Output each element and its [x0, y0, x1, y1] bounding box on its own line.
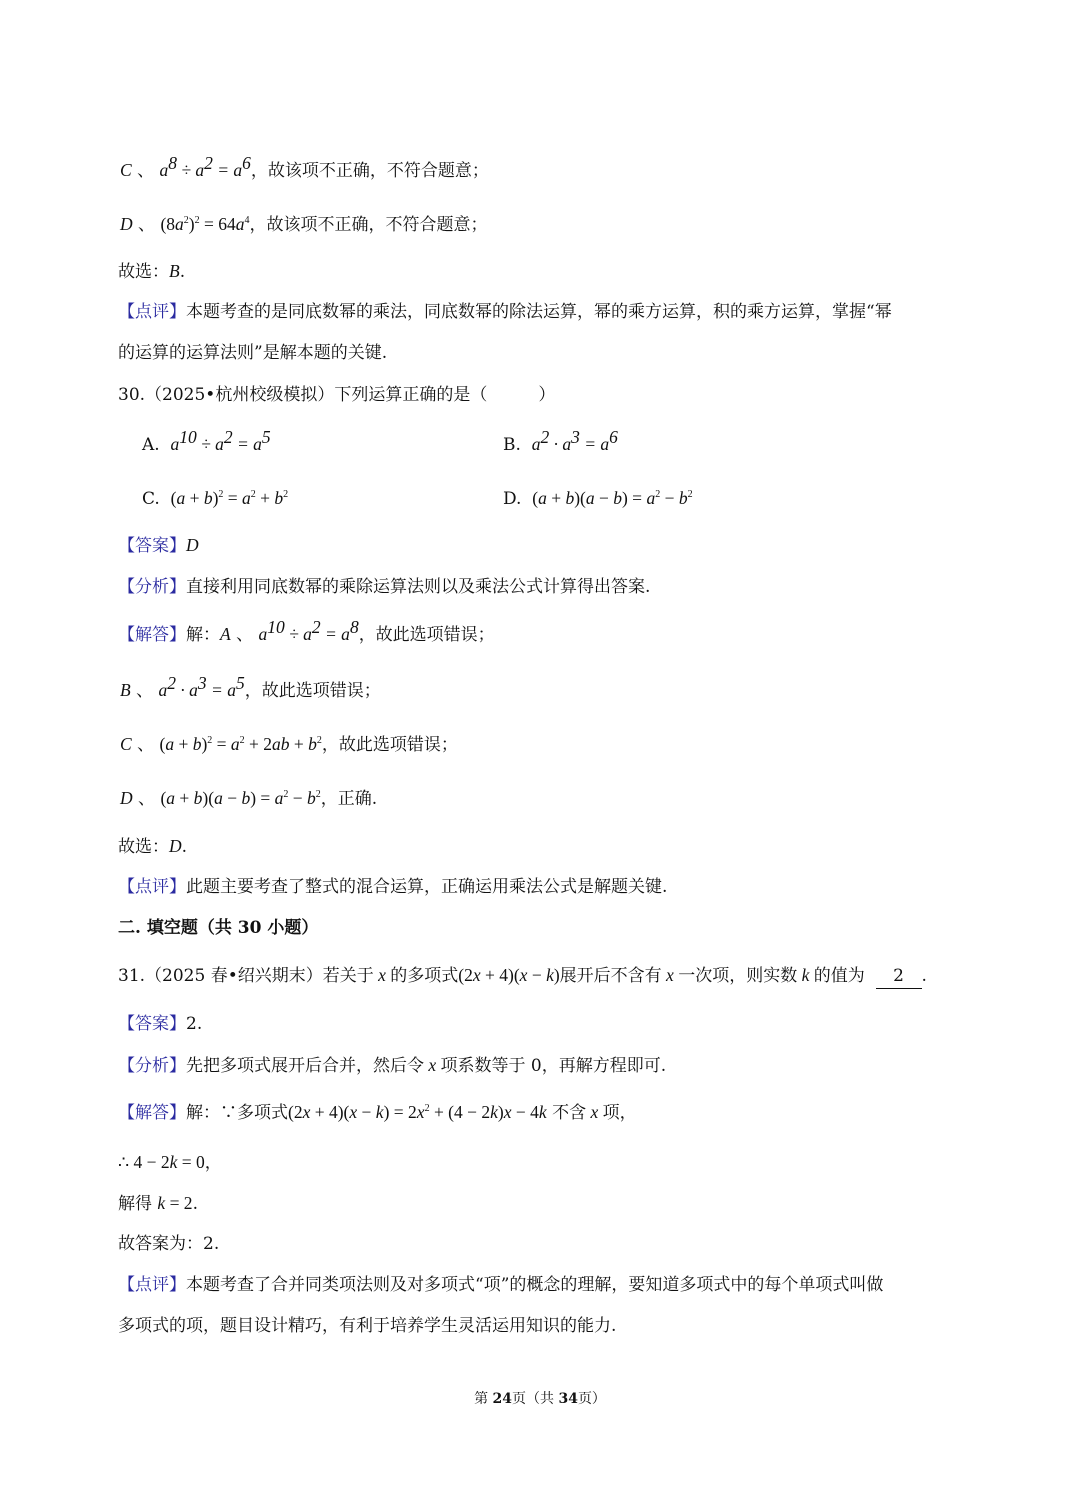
formula: $(8a^2)^2 = 64a^4$ — [160, 214, 250, 234]
q30-option-c: C. $(a + b)^2 = a^2 + b^2$ — [142, 488, 289, 509]
formula: $a^{10} \div a^2 = a^8$ — [258, 617, 359, 644]
formula: $a^8 \div a^2 = a^6$ — [159, 153, 251, 180]
s29-comment-2: 的运算的运算法则”是解本题的关键. — [118, 343, 388, 363]
section-title: 二. 填空题（共 30 小题） — [118, 918, 319, 938]
formula: $a^2 \cdot a^3 = a^6$ — [531, 427, 618, 454]
q30-solution-a: 【解答】解：A 、 $a^{10} \div a^2 = a^8$，故此选项错误； — [118, 617, 495, 645]
q31-comment-1: 【点评】本题考查了合并同类项法则及对多项式“项”的概念的理解，要知道多项式中的每个单项式叫做 — [118, 1275, 884, 1295]
q30-option-a: A. $a^{10} \div a^2 = a^5$ — [142, 427, 271, 455]
formula: $(2x + 4)(x - k) = 2x^2 + (4 - 2k)x - 4k$ — [288, 1102, 547, 1122]
page-footer: 第 24页（共 34页） — [474, 1391, 606, 1407]
formula: k = 2 — [157, 1193, 193, 1213]
formula: $a^{10} \div a^2 = a^5$ — [170, 427, 271, 454]
formula: $(a + b)^2 = a^2 + b^2$ — [170, 488, 289, 508]
q31-step-1: ∴ 4 − 2k = 0， — [118, 1152, 222, 1173]
q30-solution-c: C 、 $(a + b)^2 = a^2 + 2ab + b^2$，故此选项错误； — [120, 734, 458, 755]
answer-blank: 2 — [876, 964, 922, 989]
q30-option-b: B. $a^2 \cdot a^3 = a^6$ — [503, 427, 618, 455]
formula: (2x + 4)(x − k) — [458, 965, 560, 985]
q31-answer: 【答案】2. — [118, 1014, 203, 1034]
q30-answer: 【答案】D — [118, 535, 199, 556]
formula: $(a + b)(a - b) = a^2 - b^2$ — [160, 788, 321, 808]
comment-tag: 【点评】 — [118, 302, 186, 322]
q31-comment-2: 多项式的项，题目设计精巧，有利于培养学生灵活运用知识的能力. — [118, 1316, 617, 1336]
q31-step-2: 解得 k = 2. — [118, 1193, 198, 1214]
q30-choose: 故选：D. — [118, 836, 188, 857]
q31-final: 故答案为：2. — [118, 1234, 220, 1254]
q30-solution-d: D 、 $(a + b)(a - b) = a^2 - b^2$，正确. — [120, 788, 378, 809]
q30-analysis: 【分析】直接利用同底数幂的乘除运算法则以及乘法公式计算得出答案. — [118, 577, 651, 597]
s29-d-line: D 、 $(8a^2)^2 = 64a^4$，故该项不正确，不符合题意； — [120, 214, 488, 235]
q30-solution-b: B 、 $a^2 \cdot a^3 = a^5$，故此选项错误； — [120, 673, 381, 701]
q31-stem: 31.（2025 春•绍兴期末）若关于 x 的多项式(2x + 4)(x − k)展开后不含有 x 一次项，则实数 k 的值为 2 . — [118, 963, 927, 989]
q30-comment: 【点评】此题主要考查了整式的混合运算，正确运用乘法公式是解题关键. — [118, 877, 668, 897]
q30-stem: 30.（2025•杭州校级模拟）下列运算正确的是（ ） — [118, 385, 556, 405]
q31-solution: 【解答】解：∵多项式$(2x + 4)(x - k) = 2x^2 + (4 - 2k)x - 4k$ 不含 x 项， — [118, 1102, 637, 1123]
formula: ∴ 4 − 2k = 0 — [118, 1152, 205, 1172]
q30-option-d: D. $(a + b)(a - b) = a^2 - b^2$ — [503, 488, 693, 509]
s29-choose: 故选：B. — [118, 261, 186, 282]
page-total: 34 — [558, 1391, 578, 1407]
s29-comment-1: 【点评】本题考查的是同底数幂的乘法，同底数幂的除法运算，幂的乘方运算，积的乘方运算，掌握“幂 — [118, 302, 892, 322]
formula: $(a + b)^2 = a^2 + 2ab + b^2$ — [159, 734, 322, 754]
formula: $a^2 \cdot a^3 = a^5$ — [158, 673, 245, 700]
formula: $(a + b)(a - b) = a^2 - b^2$ — [532, 488, 693, 508]
page-number: 24 — [492, 1391, 512, 1407]
s29-c-line: C 、 $a^8 \div a^2 = a^6$，故该项不正确，不符合题意； — [120, 153, 489, 181]
q31-analysis: 【分析】先把多项式展开后合并，然后令 x 项系数等于 0，再解方程即可. — [118, 1055, 667, 1076]
